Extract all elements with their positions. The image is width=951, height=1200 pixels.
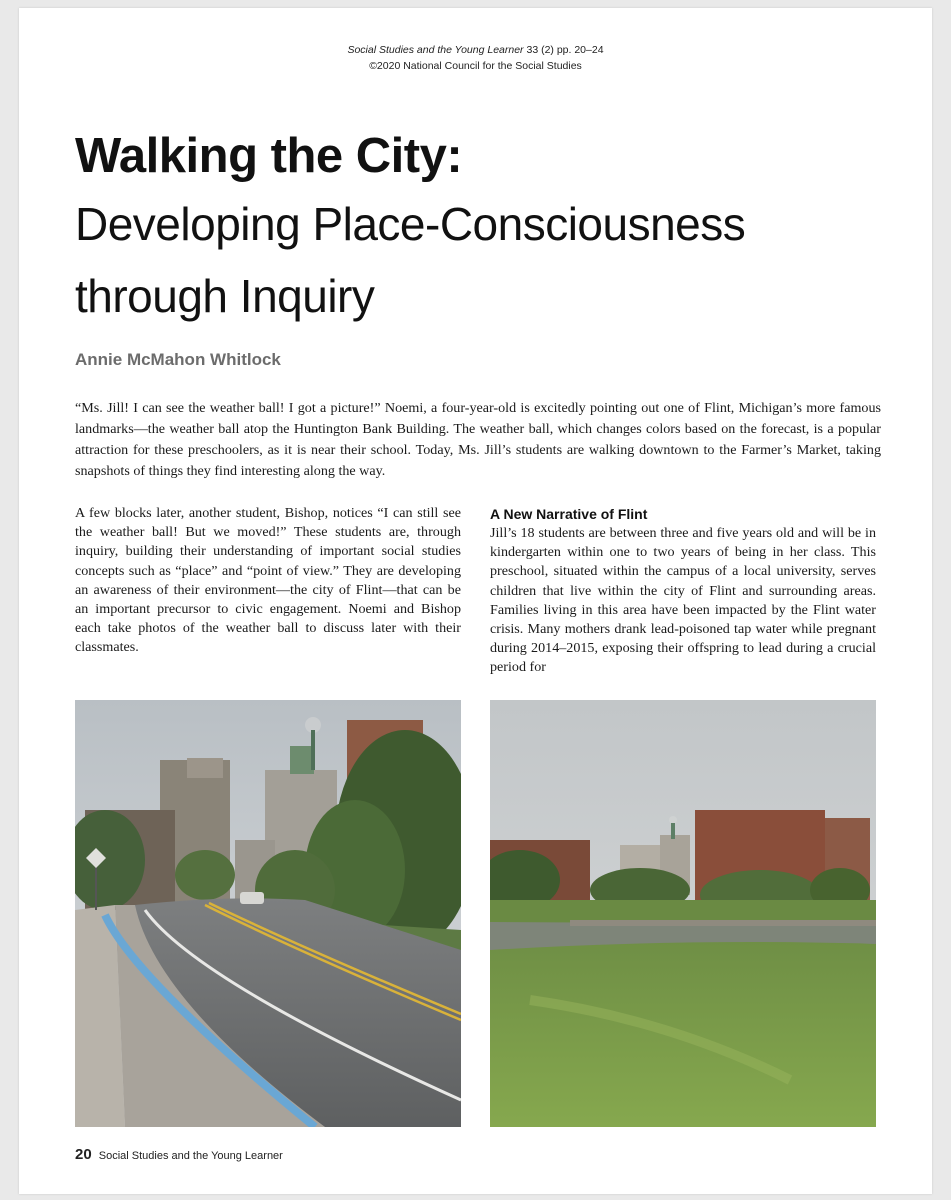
right-column: [490, 504, 876, 678]
park-photo: [490, 700, 876, 1127]
journal-citation: [19, 42, 932, 58]
street-photo: [75, 700, 461, 1127]
title-subtitle-line-1: Developing Place-Consciousness: [75, 198, 746, 250]
journal-name: Social Studies and the Young Learner: [347, 44, 524, 56]
page-header: [19, 42, 932, 74]
section-heading: A New Narrative of Flint: [490, 506, 648, 522]
document-page: [19, 8, 932, 1194]
page-footer: [75, 1146, 283, 1163]
lead-paragraph: “Ms. Jill! I can see the weather ball! I got a picture!” Noemi, a four-year-old is excitedly pointing out one of Flint, Michigan’s more famous landmarks—the weather ball atop the Huntington Bank Building. The weather ball, which changes colors based on the forecast, is a popular attraction for these preschoolers, as it is near their school. Today, Ms. Jill’s students are walking downtown to the Farmer’s Market, taking snapshots of things they find interesting along the way.: [75, 400, 881, 479]
park-photo-image: [490, 700, 876, 1127]
left-column: [75, 504, 461, 658]
street-photo-image: [75, 700, 461, 1127]
footer-journal-name: Social Studies and the Young Learner: [98, 1150, 283, 1162]
copyright-line: ©2020 National Council for the Social Studies: [369, 60, 582, 72]
issue-info: 33 (2) pp. 20–24: [523, 44, 604, 56]
article-title: [75, 124, 895, 332]
title-subtitle-line-2: through Inquiry: [75, 270, 375, 322]
title-main: Walking the City:: [75, 129, 463, 183]
left-column-paragraph: A few blocks later, another student, Bishop, notices “I can still see the weather ball! But we moved!” These students are, through inquiry, building their understanding of important social studies concepts such as “place” and “point of view.” They are developing an awareness of their environment—the city of Flint—that can be an important precursor to civic engagement. Noemi and Bishop each take photos of the weather ball to discuss later with their classmates.: [75, 505, 461, 656]
page-number: 20: [75, 1146, 92, 1163]
author-name: Annie McMahon Whitlock: [75, 350, 281, 369]
right-column-paragraph: Jill’s 18 students are between three and five years old and will be in kindergarten within one to two years of being in her class. This preschool, situated within the campus of a local university, serves children that live within the city of Flint and surrounding areas. Families living in this area have been impacted by the Flint water crisis. Many mothers drank lead-poisoned tap water while pregnant during 2014–2015, exposing their offspring to lead during a crucial period for: [490, 525, 876, 676]
